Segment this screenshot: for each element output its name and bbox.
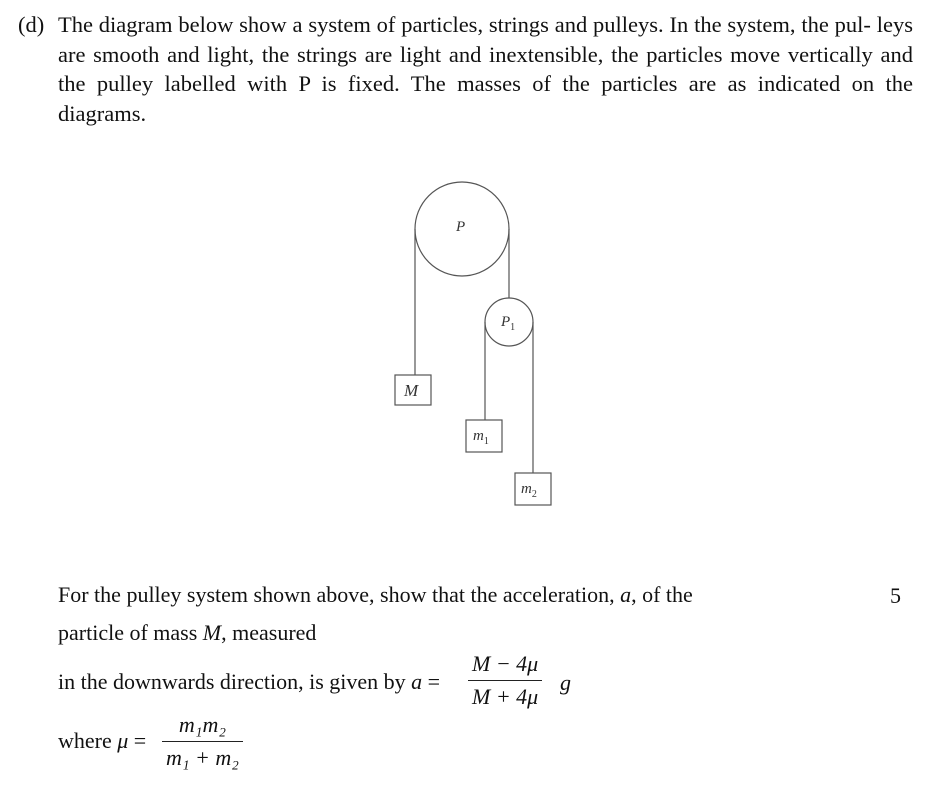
- acceleration-fraction: [468, 651, 542, 710]
- fixed-pulley-label: P: [456, 219, 466, 235]
- moving-pulley-label: $P_1$: [501, 314, 516, 333]
- question-line-2: particle of mass M, measured: [58, 620, 317, 645]
- where-line: where μ =: [58, 728, 147, 753]
- mu-fraction-bar: [162, 741, 243, 742]
- question-line-1: For the pulley system shown above, show that the acceleration, a, of the: [58, 582, 693, 607]
- mass-M-label: M: [404, 381, 419, 400]
- mu-fraction: [162, 712, 243, 771]
- gravity-symbol: g: [560, 670, 571, 695]
- fraction-denominator: M + 4μ: [472, 684, 539, 709]
- pulley-diagram: [380, 170, 580, 515]
- intro-paragraph: [18, 10, 913, 158]
- mu-denominator: m₁ + m₂: [166, 745, 239, 770]
- marks: 5: [890, 583, 901, 608]
- mass-m2-label: $m_2$: [521, 481, 537, 500]
- question-line-3: in the downwards direction, is given by a =: [58, 669, 441, 694]
- mu-numerator: m₁m₂: [178, 712, 226, 737]
- fraction-bar: [468, 680, 542, 681]
- mass-m1-label: $m_1$: [473, 428, 489, 447]
- intro-text: The diagram below show a system of particles, strings and pulleys. In the system, the pul- leys are smooth and light, the strings are light and inextensible, the particles move vertically and the pulley labelled with P is fixed. The masses of the particles are as indicated on the diagrams.: [58, 12, 913, 126]
- part-label: (d): [18, 12, 45, 37]
- fraction-numerator: M − 4μ: [472, 651, 539, 676]
